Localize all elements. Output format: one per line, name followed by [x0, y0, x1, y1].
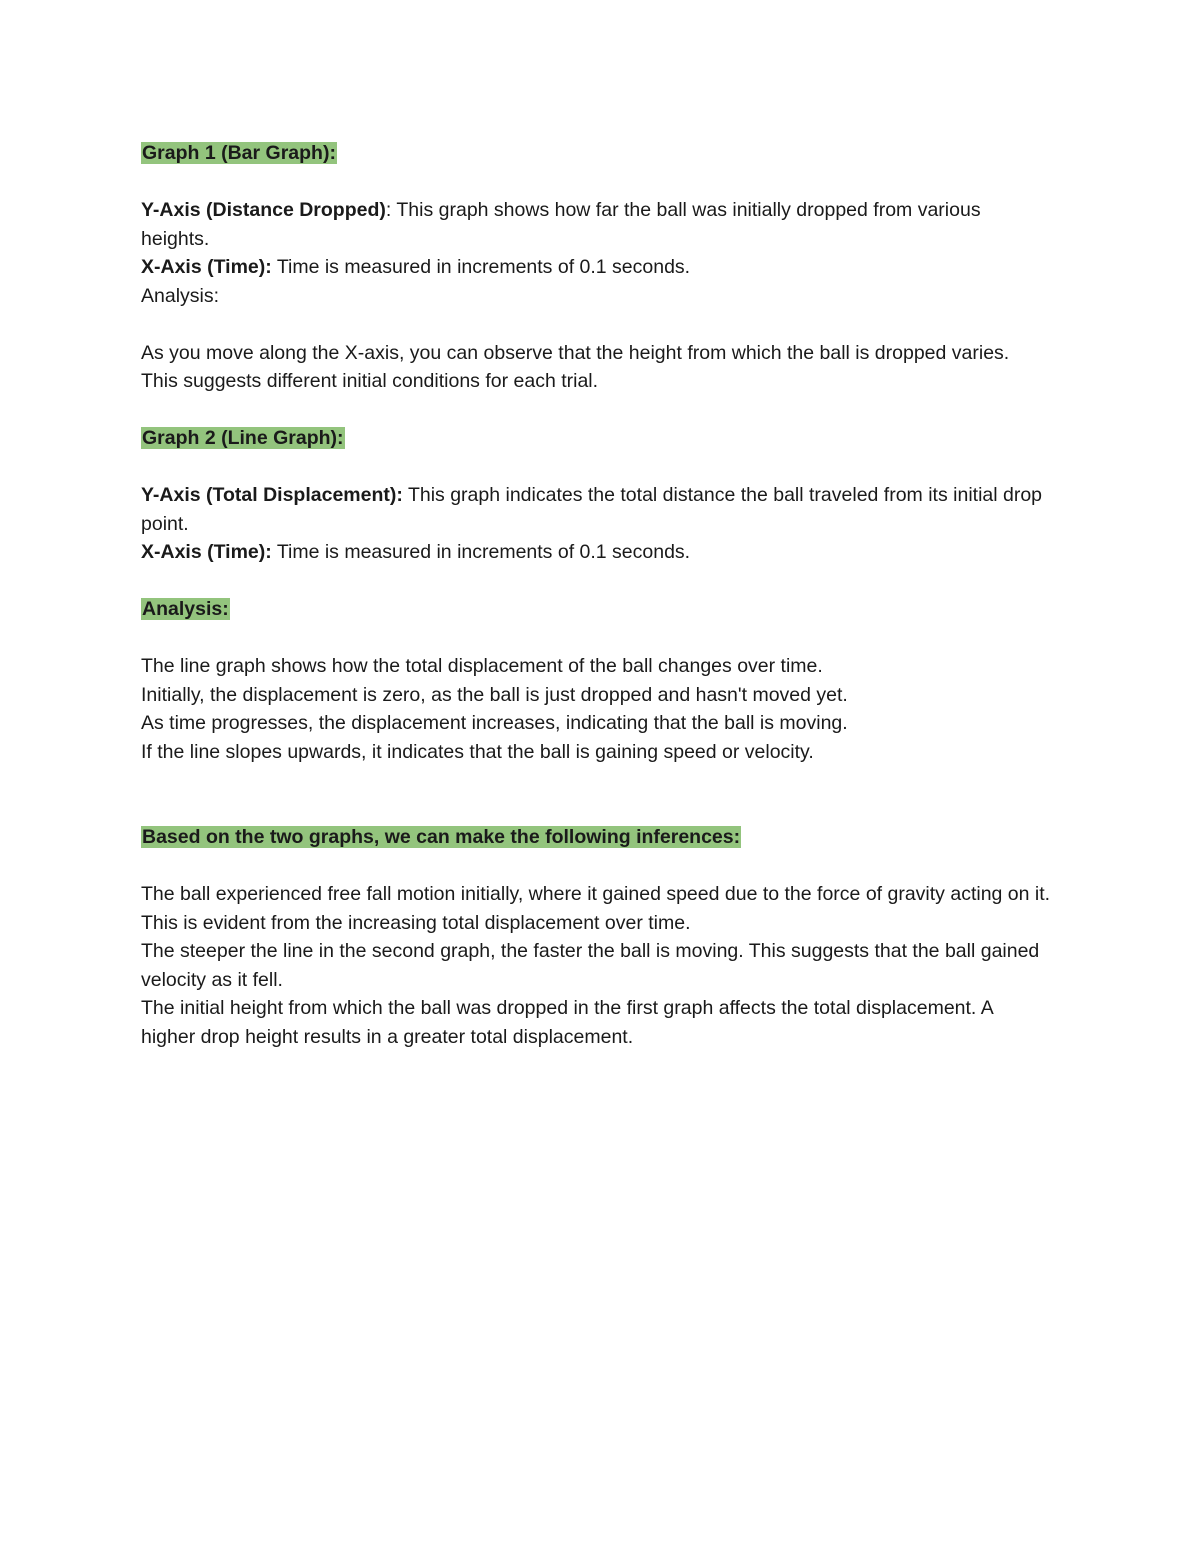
graph1-analysis-text: As you move along the X-axis, you can observe that the height from which the ball is dropped varies. This suggests different initial conditions for each trial. [141, 341, 1010, 392]
graph2-x-axis-label: X-Axis (Time): [141, 541, 272, 563]
graph2-analysis-line: As time progresses, the displacement increases, indicating that the ball is moving. [141, 712, 848, 734]
document-page [141, 139, 1051, 1051]
spacer [141, 453, 1051, 482]
spacer [141, 852, 1051, 881]
graph1-heading [141, 139, 1051, 168]
spacer [141, 567, 1051, 596]
graph1-y-axis-label: Y-Axis (Distance Dropped) [141, 199, 386, 221]
graph1-x-axis-text: Time is measured in increments of 0.1 seconds. [271, 256, 691, 278]
graph2-y-axis-text: This graph indicates the total distance the ball traveled from its initial drop point. [141, 484, 1043, 535]
graph2-x-axis-paragraph [141, 538, 1051, 567]
graph2-analysis-line: If the line slopes upwards, it indicates that the ball is gaining speed or velocity. [141, 740, 814, 763]
graph2-y-axis-label: Y-Axis (Total Displacement): [141, 484, 403, 506]
inferences-heading [141, 823, 1051, 852]
graph2-heading [141, 424, 1051, 453]
graph2-analysis-line: Initially, the displacement is zero, as the ball is just dropped and hasn't moved yet. [141, 683, 848, 706]
graph1-x-axis-paragraph [141, 253, 1051, 282]
graph1-heading-text: Graph 1 (Bar Graph): [142, 142, 336, 164]
graph2-analysis-heading-text: Analysis: [142, 598, 229, 620]
graph1-y-axis-text: : This graph shows how far the ball was initially dropped from various heights. [141, 199, 981, 250]
inference-paragraph: The steeper the line in the second graph, the faster the ball is moving. This suggests that the ball gained velocity as it fell. [141, 940, 1040, 991]
graph2-x-axis-text: Time is measured in increments of 0.1 seconds. [271, 541, 691, 563]
spacer [141, 168, 1051, 197]
inference-paragraph: The initial height from which the ball was dropped in the first graph affects the total displacement. A higher drop height results in a greater total displacement. [141, 997, 993, 1048]
spacer [141, 624, 1051, 653]
graph2-analysis-line: The line graph shows how the total displacement of the ball changes over time. [141, 655, 823, 677]
inferences-heading-text: Based on the two graphs, we can make the following inferences: [142, 826, 741, 848]
spacer [141, 310, 1051, 339]
graph2-y-axis-paragraph [141, 481, 1051, 538]
spacer [141, 396, 1051, 425]
graph2-analysis-heading [141, 595, 1051, 624]
graph1-y-axis-paragraph [141, 196, 1051, 253]
graph1-x-axis-label: X-Axis (Time): [141, 256, 272, 278]
inference-paragraph: The ball experienced free fall motion initially, where it gained speed due to the force of gravity acting on it. This is evident from the increasing total displacement over time. [141, 883, 1051, 934]
spacer [141, 766, 1051, 823]
graph2-heading-text: Graph 2 (Line Graph): [142, 427, 344, 449]
graph1-analysis-label: Analysis: [141, 284, 220, 307]
